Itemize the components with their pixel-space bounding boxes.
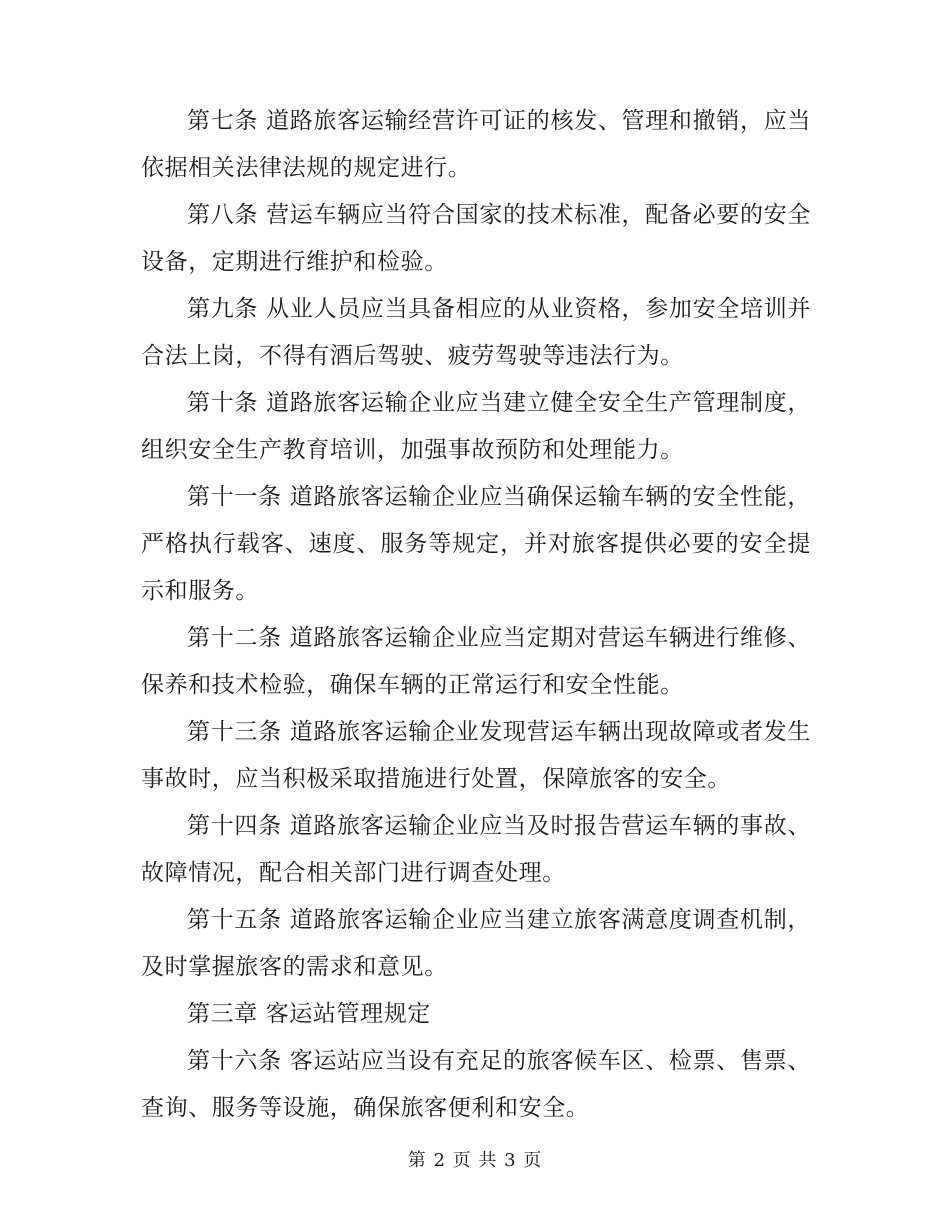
page-number-footer: 第 2 页 共 3 页 <box>407 1150 543 1171</box>
document-body <box>141 98 811 1132</box>
article-11-paragraph: 第十一条 道路旅客运输企业应当确保运输车辆的安全性能，严格执行载客、速度、服务等规定，并对旅客提供必要的安全提示和服务。 <box>141 484 811 604</box>
article-10-paragraph: 第十条 道路旅客运输企业应当建立健全安全生产管理制度，组织安全生产教育培训，加强事故预防和处理能力。 <box>141 390 811 463</box>
article-7-paragraph: 第七条 道路旅客运输经营许可证的核发、管理和撤销，应当依据相关法律法规的规定进行。 <box>141 108 811 181</box>
chapter-3-heading: 第三章 客运站管理规定 <box>187 1001 431 1027</box>
article-15-paragraph: 第十五条 道路旅客运输企业应当建立旅客满意度调查机制，及时掌握旅客的需求和意见。 <box>141 907 811 980</box>
article-12-paragraph: 第十二条 道路旅客运输企业应当定期对营运车辆进行维修、保养和技术检验，确保车辆的正常运行和安全性能。 <box>141 625 811 698</box>
article-14-paragraph: 第十四条 道路旅客运输企业应当及时报告营运车辆的事故、故障情况，配合相关部门进行调查处理。 <box>141 813 811 886</box>
article-8-paragraph: 第八条 营运车辆应当符合国家的技术标准，配备必要的安全设备，定期进行维护和检验。 <box>141 202 811 275</box>
article-13-paragraph: 第十三条 道路旅客运输企业发现营运车辆出现故障或者发生事故时，应当积极采取措施进行处置，保障旅客的安全。 <box>141 719 811 792</box>
article-9-paragraph: 第九条 从业人员应当具备相应的从业资格，参加安全培训并合法上岗，不得有酒后驾驶、疲劳驾驶等违法行为。 <box>141 296 811 369</box>
article-16-paragraph: 第十六条 客运站应当设有充足的旅客候车区、检票、售票、查询、服务等设施，确保旅客便利和安全。 <box>141 1048 811 1121</box>
